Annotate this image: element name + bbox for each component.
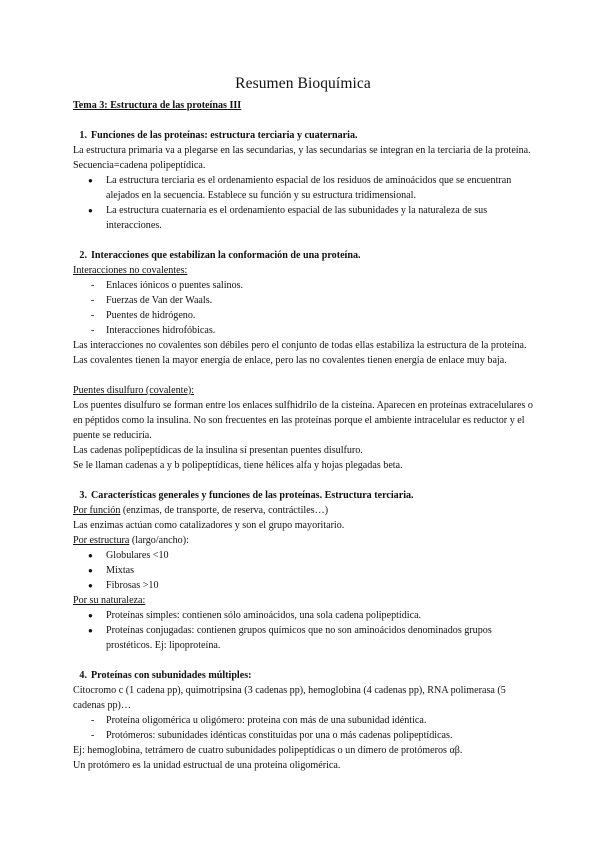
noncovalent-label: Interacciones no covalentes: [73,265,188,276]
list-item: ● Mixtas [73,563,533,578]
disulfide-text-3: Se le llaman cadenas a y b polipeptídicas, tiene hélices alfa y hojas plegadas beta. [73,460,403,471]
list-item: ● La estructura terciaria es el ordenamiento espacial de los residuos de aminoácidos que se encuentran alejados en la secuencia. Establece su función y su estructura tridimensional. [73,173,533,203]
section-2-heading: 2. Interacciones que estabilizan la conformación de una proteína. [79,250,361,261]
section-1-heading: 1. Funciones de las proteínas: estructura terciaria y cuaternaria. [79,130,358,141]
disulfide-text-2: Las cadenas polipeptídicas de la insulina sí presentan puentes disulfuro. [73,445,363,456]
list-item: ● Proteínas conjugadas: contienen grupos químicos que no son aminoácidos denominados grupos prostéticos. Ej: lipoproteína. [73,623,533,653]
topic-heading: Tema 3: Estructura de las proteínas III [73,100,242,111]
section-1-intro: La estructura primaria va a plegarse en las secundarias, y las secundarias se integran en la terciaria de la proteína. Secuencia=cadena polipeptídica. [73,145,531,171]
list-item: ● Fibrosas >10 [73,578,533,593]
section-4-text-1: Ej: hemoglobina, tetrámero de cuatro subunidades polipeptídicas o un dímero de protómeros αβ. [73,745,463,756]
structure-list [73,548,533,593]
section-1-list [73,173,533,233]
noncovalent-list [73,278,533,338]
list-item: - Interacciones hidrofóbicas. [73,323,533,338]
function-label: Por función [73,505,121,516]
nature-label: Por su naturaleza: [73,595,146,606]
disulfide-label: Puentes disulfuro (covalente): [73,385,195,396]
list-item: - Fuerzas de Van der Waals. [73,293,533,308]
structure-label: Por estructura [73,535,130,546]
disulfide-text-1: Los puentes disulfuro se forman entre los enlaces sulfhidrilo de la cisteína. Aparecen en proteínas extracelulares o en péptidos como la insulina. No son frecuentes en las proteínas porque el ambiente intracelular es reductor y el puente se reduciría. [73,400,533,441]
function-line: Por función (enzimas, de transporte, de reserva, contráctiles…) [73,505,329,516]
list-item: - Proteína oligomérica u oligómero: proteína con más de una subunidad idéntica. [73,713,533,728]
list-item: ● Proteínas simples: contienen sólo aminoácidos, una sola cadena polipeptídica. [73,608,533,623]
structure-line: Por estructura (largo/ancho): [73,535,189,546]
nature-list [73,608,533,653]
section-4-text-2: Un protómero es la unidad estructual de una proteína oligomérica. [73,760,341,771]
section-4-heading: 4. Proteínas con subunidades múltiples: [79,670,252,681]
list-item: - Enlaces iónicos o puentes salinos. [73,278,533,293]
document-title: Resumen Bioquímica [235,75,371,92]
list-item: - Protómeros: subunidades idénticas constituidas por una o más cadenas polipeptídicas. [73,728,533,743]
section-4-list [73,713,533,743]
document-page [73,74,533,773]
list-item: ● La estructura cuaternaria es el ordenamiento espacial de las subunidades y la naturaleza de sus interacciones. [73,203,533,233]
function-text: Las enzimas actúan como catalizadores y son el grupo mayoritario. [73,520,345,531]
section-3-heading: 3. Características generales y funciones de las proteínas. Estructura terciaria. [79,490,414,501]
list-item: - Puentes de hidrógeno. [73,308,533,323]
noncovalent-text: Las interacciones no covalentes son débiles pero el conjunto de todas ellas estabiliza la estructura de la proteína. Las covalentes tienen la mayor energía de enlace, pero las no covalentes tienen energía de enlace muy baja. [73,340,527,366]
section-4-intro: Citocromo c (1 cadena pp), quimotripsina (3 cadenas pp), hemoglobina (4 cadenas pp), RNA polimerasa (5 cadenas pp)… [73,685,506,711]
list-item: ● Globulares <10 [73,548,533,563]
